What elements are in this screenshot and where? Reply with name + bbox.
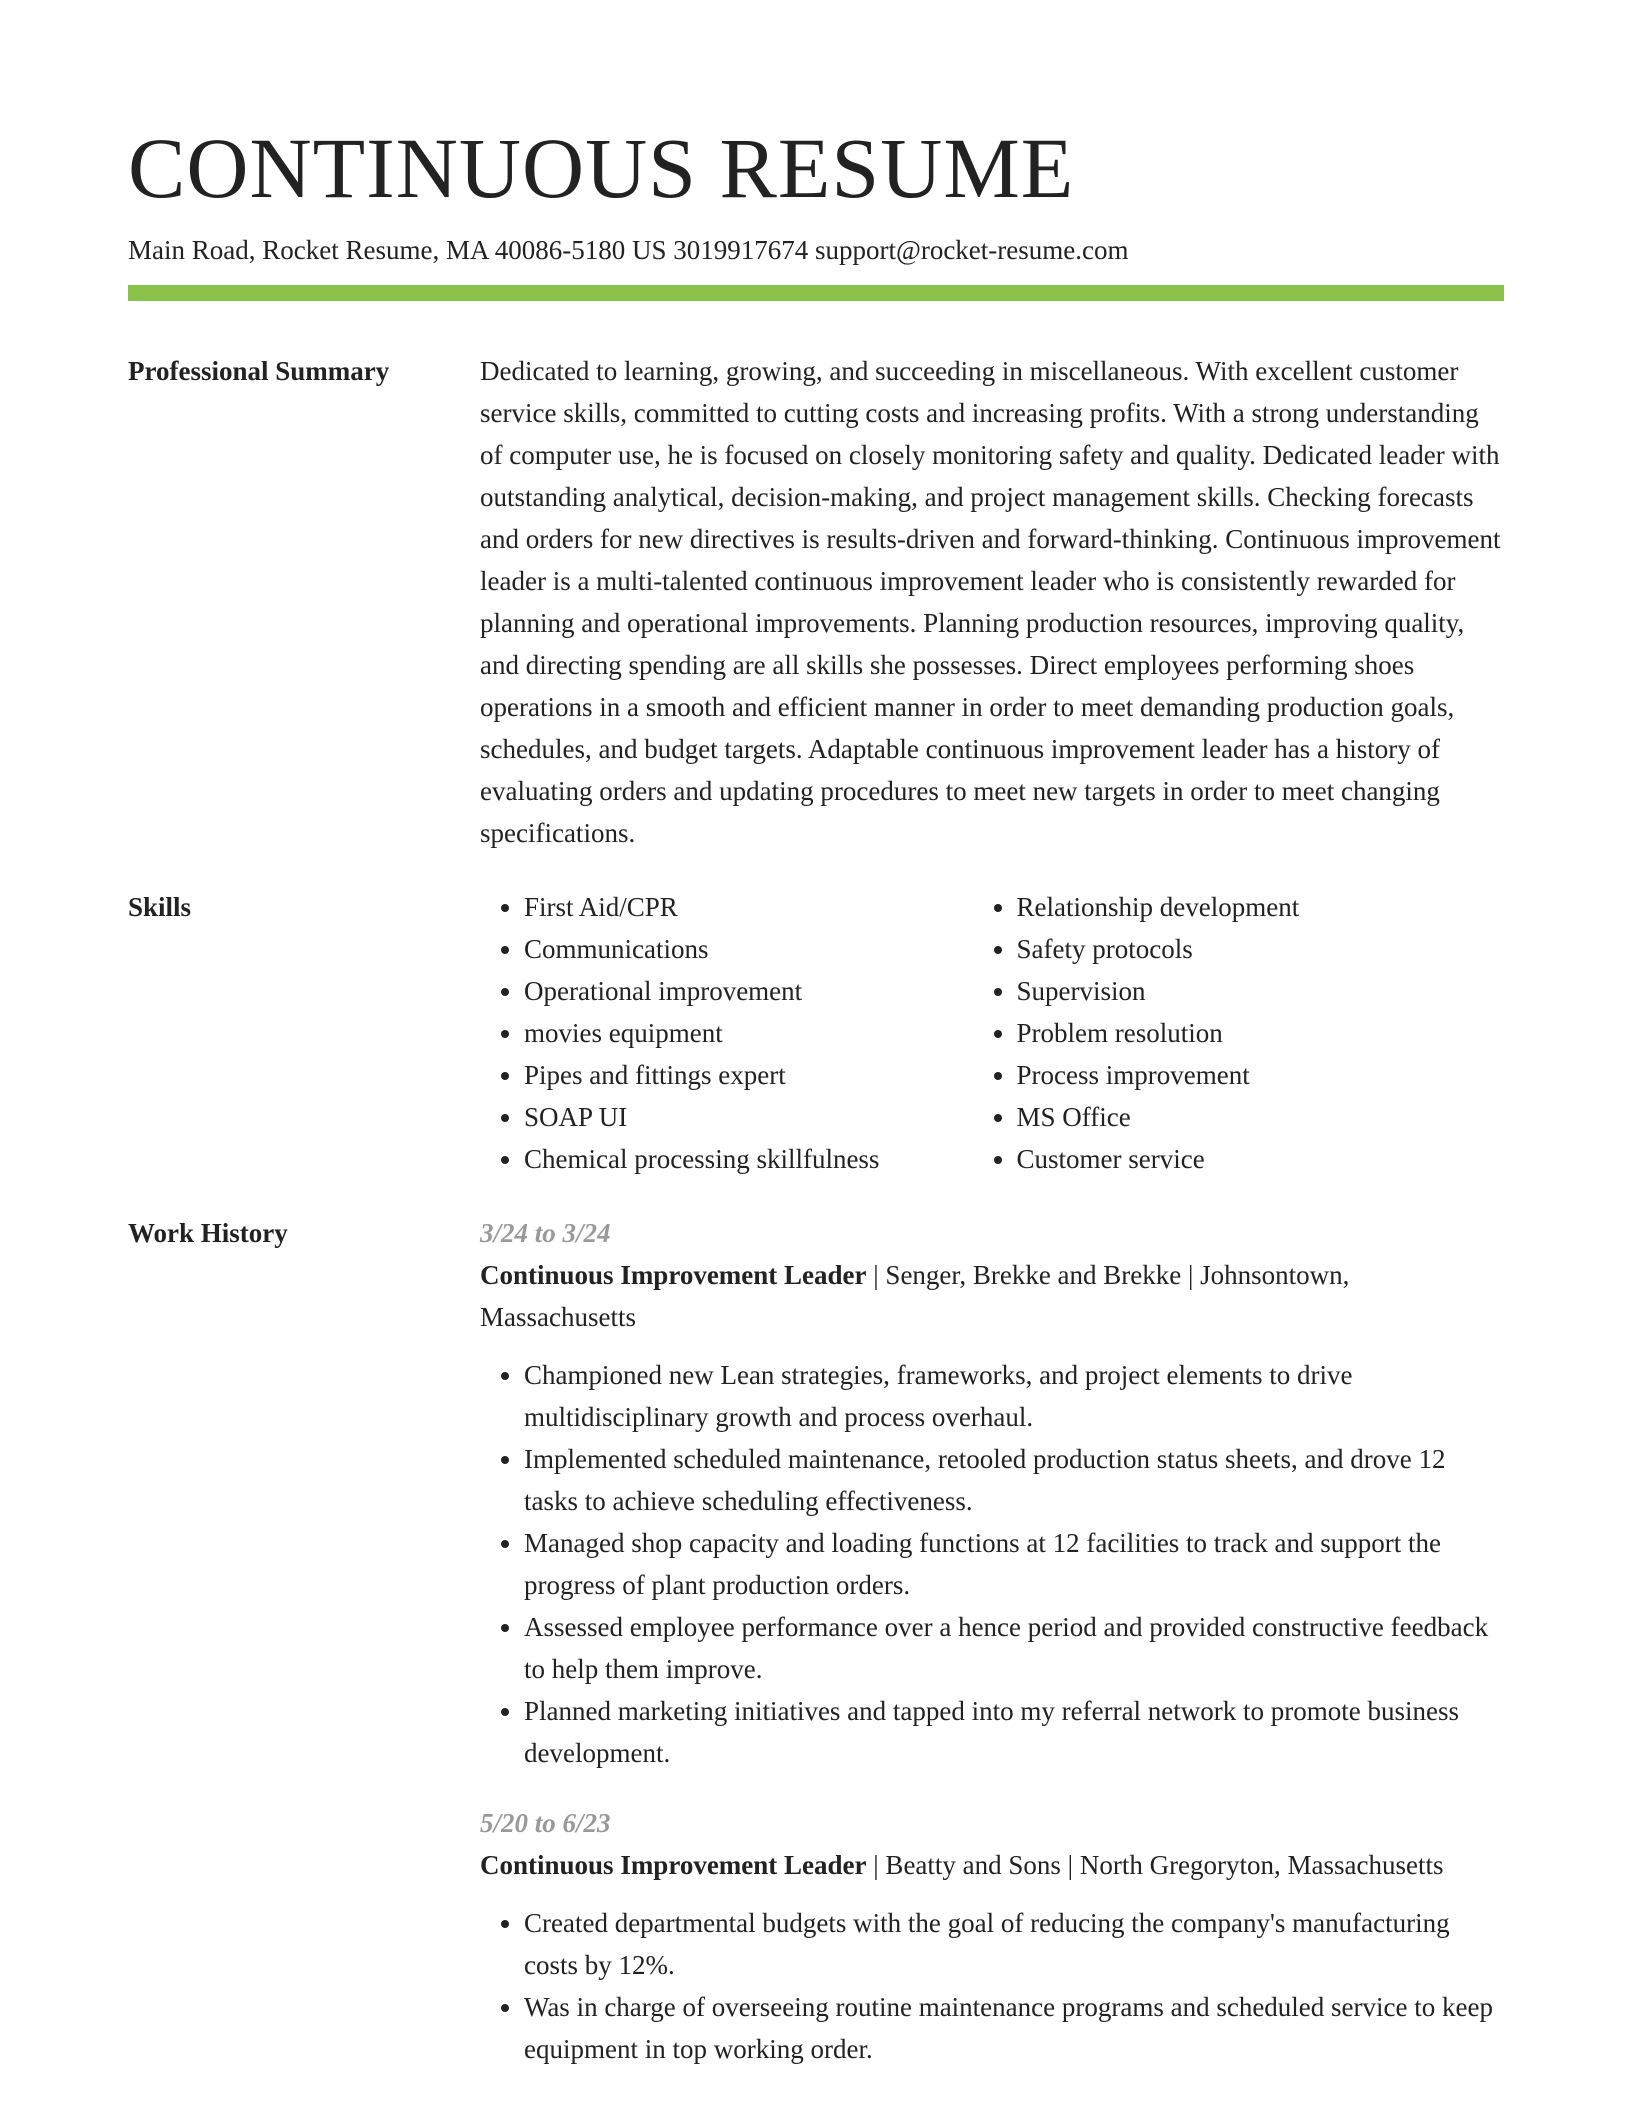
skill-item: • Customer service xyxy=(1017,1138,1505,1180)
skill-item: • First Aid/CPR xyxy=(524,886,973,928)
job-entry xyxy=(480,1212,1504,1774)
job-entry xyxy=(480,1802,1504,2070)
job-bullet: • Managed shop capacity and loading functions at 12 facilities to track and support the progress of plant production orders. xyxy=(524,1522,1504,1606)
job-bullet: • Created departmental budgets with the goal of reducing the company's manufacturing costs by 12%. xyxy=(524,1902,1504,1986)
skill-item: • Process improvement xyxy=(1017,1054,1505,1096)
job-bullet: • Assessed employee performance over a hence period and provided constructive feedback to help them improve. xyxy=(524,1606,1504,1690)
job-bullet: • Planned marketing initiatives and tapped into my referral network to promote business development. xyxy=(524,1690,1504,1774)
skill-item: • Operational improvement xyxy=(524,970,973,1012)
skill-item: • movies equipment xyxy=(524,1012,973,1054)
job-bullet: • Championed new Lean strategies, frameworks, and project elements to drive multidisciplinary growth and process overhaul. xyxy=(524,1354,1504,1438)
skills-columns xyxy=(480,886,1504,1180)
summary-text: Dedicated to learning, growing, and succeeding in miscellaneous. With excellent customer service skills, committed to cutting costs and increasing profits. With a strong understanding of computer use, he is focused on closely monitoring safety and quality. Dedicated leader with outstanding analytical, decision-making, and project management skills. Checking forecasts and orders for new directives is results-driven and forward-thinking. Continuous improvement leader is a multi-talented continuous improvement leader who is consistently rewarded for planning and operational improvements. Planning production resources, improving quality, and directing spending are all skills she possesses. Direct employees performing shoes operations in a smooth and efficient manner in order to meet demanding production goals, schedules, and budget targets. Adaptable continuous improvement leader has a history of evaluating orders and updating procedures to meet new targets in order to meet changing specifications. xyxy=(480,356,1501,848)
skill-item: • Communications xyxy=(524,928,973,970)
contact-line: Main Road, Rocket Resume, MA 40086-5180 US 3019917674 support@rocket-resume.com xyxy=(128,235,1129,265)
skill-item: • Pipes and fittings expert xyxy=(524,1054,973,1096)
skill-item: • Safety protocols xyxy=(1017,928,1505,970)
skill-item: • MS Office xyxy=(1017,1096,1505,1138)
summary-body xyxy=(480,350,1504,854)
job-details: | Beatty and Sons | North Gregoryton, Massachusetts xyxy=(866,1850,1444,1880)
skills-label: Skills xyxy=(128,892,192,922)
work-history-body xyxy=(480,1212,1504,2070)
skill-item: • Supervision xyxy=(1017,970,1505,1012)
header-divider xyxy=(128,285,1504,301)
job-bullets xyxy=(480,1902,1504,2070)
skill-item: • Chemical processing skillfulness xyxy=(524,1138,973,1180)
job-title: Continuous Improvement Leader xyxy=(480,1850,867,1880)
skills-list-left xyxy=(480,886,973,1180)
skill-item: • Problem resolution xyxy=(1017,1012,1505,1054)
job-details: | Senger, Brekke and Brekke | Johnsontown, Massachusetts xyxy=(480,1260,1350,1332)
summary-label: Professional Summary xyxy=(128,356,390,386)
job-bullet: • Implemented scheduled maintenance, retooled production status sheets, and drove 12 tasks to achieve scheduling effectiveness. xyxy=(524,1438,1504,1522)
job-title: Continuous Improvement Leader xyxy=(480,1260,867,1290)
skill-item: • Relationship development xyxy=(1017,886,1505,928)
job-dates: 5/20 to 6/23 xyxy=(480,1808,611,1838)
job-bullet: • Was in charge of overseeing routine maintenance programs and scheduled service to keep equipment in top working order. xyxy=(524,1986,1504,2070)
skills-list-right xyxy=(973,886,1505,1180)
job-title-line xyxy=(480,1844,1504,1886)
job-title-line xyxy=(480,1254,1504,1338)
skill-item: • SOAP UI xyxy=(524,1096,973,1138)
work-history-label: Work History xyxy=(128,1218,288,1248)
job-dates: 3/24 to 3/24 xyxy=(480,1218,611,1248)
job-bullets xyxy=(480,1354,1504,1774)
skills-body xyxy=(480,886,1504,1180)
resume-name: CONTINUOUS RESUME xyxy=(128,120,1075,216)
